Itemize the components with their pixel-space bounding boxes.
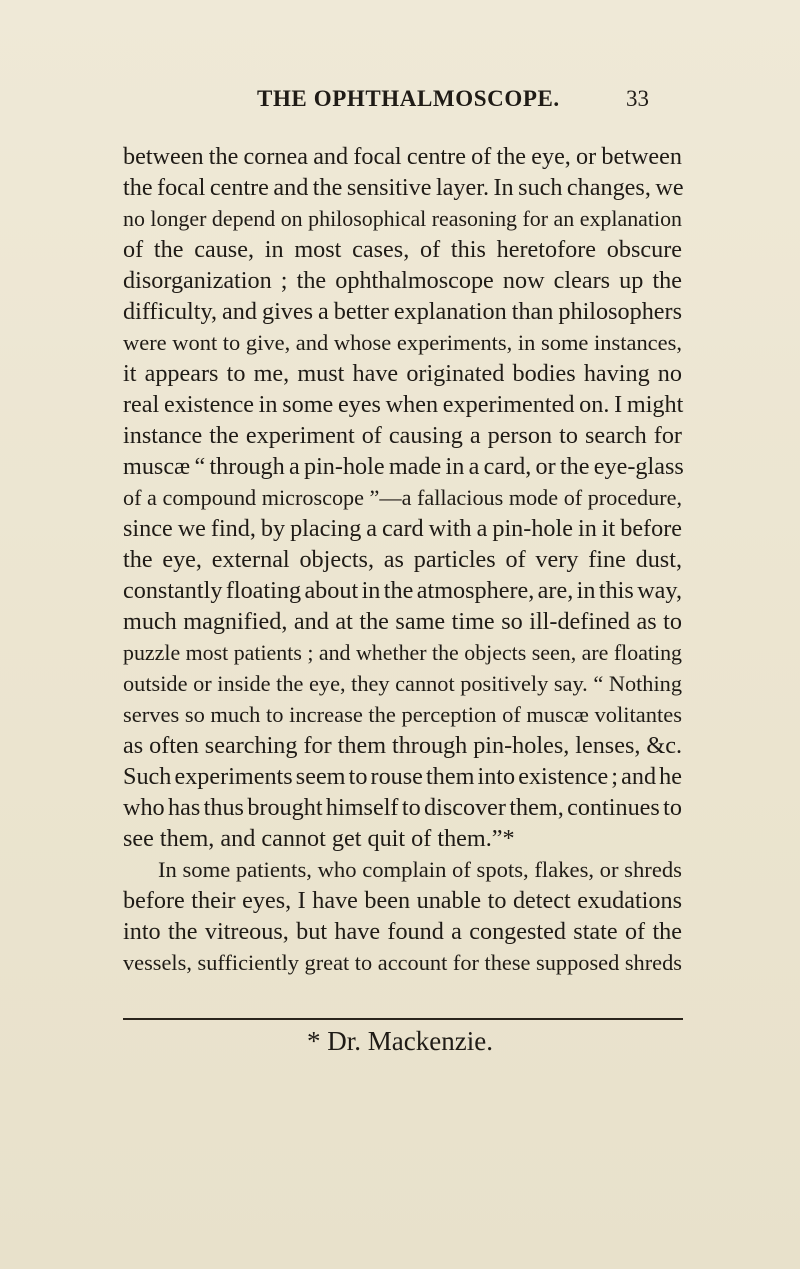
text-line: since we find, by placing a card with a pin-hole in it before [123, 515, 682, 542]
text-line: it appears to me, must have originated bodies having no [123, 360, 682, 387]
text-line: were wont to give, and whose experiments, in some instances, [123, 330, 682, 355]
text-line: instance the experiment of causing a person to search for [123, 422, 682, 449]
text-line: vessels, sufficiently great to account for these supposed shreds [123, 950, 682, 975]
text-line: difficulty, and gives a better explanation than philosophers [123, 298, 682, 325]
text-line: the eye, external objects, as particles of very fine dust, [123, 546, 682, 573]
running-title: THE OPHTHALMOSCOPE. [257, 86, 560, 111]
text-line: serves so much to increase the perception of muscæ volitantes [123, 702, 682, 727]
footnote-text: * Dr. Mackenzie. [307, 1026, 493, 1056]
text-line: see them, and cannot get quit of them.”* [123, 825, 515, 852]
page-number: 33 [626, 86, 649, 111]
text-line: no longer depend on philosophical reasoning for an explanation [123, 206, 682, 231]
text-line: puzzle most patients ; and whether the objects seen, are floating [123, 640, 682, 665]
text-line: real existence in some eyes when experimented on. I might [123, 391, 684, 418]
text-line: between the cornea and focal centre of the eye, or between [123, 143, 682, 170]
text-line: disorganization ; the ophthalmoscope now clears up the [123, 267, 682, 294]
text-line: outside or inside the eye, they cannot positively say. “ Nothing [123, 671, 683, 696]
text-line: of a compound microscope ”—a fallacious mode of procedure, [123, 485, 682, 510]
text-line: as often searching for them through pin-holes, lenses, &c. [123, 732, 682, 759]
page-header [0, 86, 800, 126]
text-line: In some patients, who complain of spots, flakes, or shreds [158, 857, 682, 882]
text-line: who has thus brought himself to discover them, continues to [123, 794, 682, 821]
text-line: constantly floating about in the atmosphere, are, in this way, [123, 577, 682, 604]
text-line: Such experiments seem to rouse them into existence ; and he [123, 763, 682, 790]
text-line: before their eyes, I have been unable to detect exudations [123, 887, 682, 914]
text-line: the focal centre and the sensitive layer. In such changes, we [123, 174, 684, 201]
text-line: into the vitreous, but have found a congested state of the [123, 918, 682, 945]
footnote [0, 1026, 800, 1057]
text-line: of the cause, in most cases, of this heretofore obscure [123, 236, 682, 263]
text-line: muscæ “ through a pin-hole made in a card, or the eye-glass [123, 453, 684, 480]
text-line: much magnified, and at the same time so ill-defined as to [123, 608, 682, 635]
footnote-rule [123, 1018, 683, 1020]
